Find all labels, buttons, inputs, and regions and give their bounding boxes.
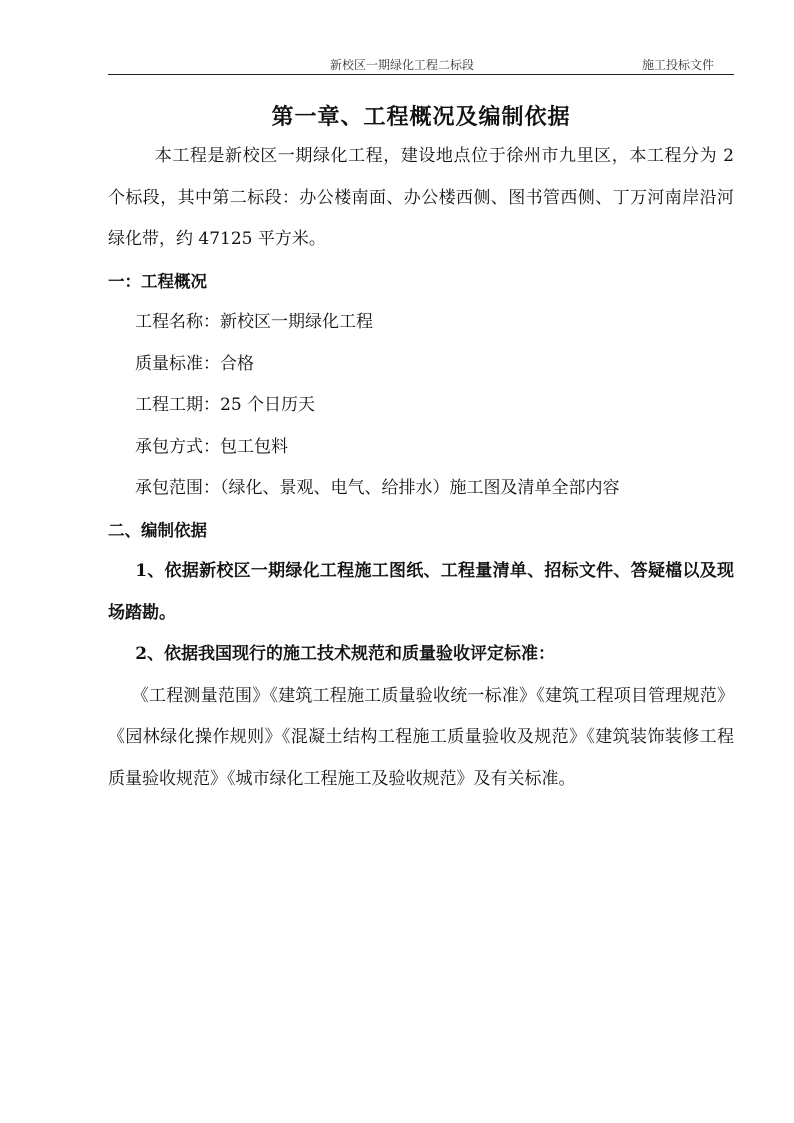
basis-item-2: 2、依据我国现行的施工技术规范和质量验收评定标准：	[135, 644, 556, 664]
page-header	[108, 52, 734, 75]
standards-list: 《工程测量范围》《建筑工程施工质量验收统一标准》《建筑工程项目管理规范》《园林绿化操作规则》《混凝土结构工程施工质量验收及规范》《建筑装饰装修工程质量验收规范》《城市绿化工程施工及验收规范》及有关标准。	[108, 685, 734, 789]
header-project-name: 新校区一期绿化工程二标段	[330, 58, 475, 72]
chapter-title: 第一章、工程概况及编制依据	[271, 104, 571, 130]
intro-paragraph: 本工程是新校区一期绿化工程，建设地点位于徐州市九里区，本工程分为 2 个标段，其中第二标段：办公楼南面、办公楼西侧、图书管西侧、丁万河南岸沿河绿化带，约 47125 平方米。	[108, 146, 734, 249]
project-name-line: 工程名称：新校区一期绿化工程	[135, 312, 373, 332]
section-heading-overview: 一：工程概况	[108, 271, 207, 291]
contract-method-line: 承包方式：包工包料	[135, 436, 288, 457]
section-heading-basis: 二、编制依据	[108, 520, 207, 540]
construction-period-line: 工程工期：25 个日历天	[135, 395, 316, 415]
contract-scope-line: 承包范围：（绿化、景观、电气、给排水）施工图及清单全部内容	[135, 478, 620, 498]
document-body	[108, 100, 734, 800]
basis-item-1: 1、依据新校区一期绿化工程施工图纸、工程量清单、招标文件、答疑檔以及现场踏勘。	[108, 561, 734, 623]
quality-standard-line: 质量标准：合格	[135, 353, 254, 374]
header-document-type: 施工投标文件	[641, 58, 714, 72]
